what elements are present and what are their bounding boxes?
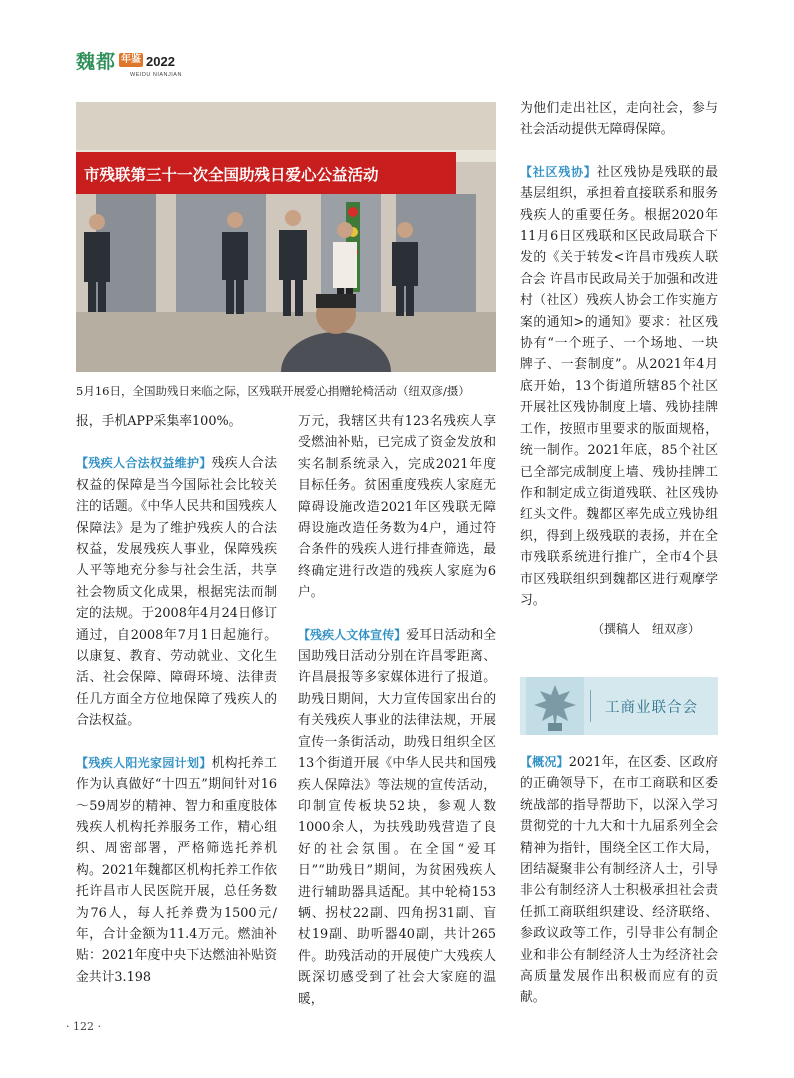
text-column-3 [520,98,718,641]
paragraph-text: 爱耳日活动和全国助残日活动分别在许昌零距离、许昌晨报等多家媒体进行了报道。助残日期间，大力宣传国家出台的有关残疾人事业的法律法规，开展宣传一条街活动，助残日组织全区13个街道开展《中华人民共和国残疾人保障法》等法规的宣传活动，印制宣传板块52块，参观人数1000余人，为扶残助残营造了良好的社会氛围。在全国“爱耳日”“助残日”期间，为贫困残疾人进行辅助器具适配。其中轮椅153辆、拐杖22副、四角拐31副、盲杖19副、助听器40副，共计265件。助残活动的开展使广大残疾人既深切感受到了社会大家庭的温暖， [298,627,496,1007]
paragraph-text: 社区残协是残联的最基层组织，承担着直接联系和服务残疾人的重要任务。根据2020年11月6日区残联和区民政局联合下发的《关于转发<许昌市残疾人联合会 许昌市民政局关于加强和改进村（社区）残疾人协会工作实施方案的通知>的通知》要求：社区残协有“一个班子、一个场地、一块牌子、一套制度”。从2021年4月底开始，13个街道所辖85个社区开展社区残协制度上墙、残协挂牌工作，按照市里要求的版面规格，统一制作。2021年底，85个社区已全部完成制度上墙、残协挂牌工作和制定成立街道残联、社区残协红头文件。魏都区率先成立残协组织，得到上级残联的表扬，并在全市残联系统进行推广，全市4个县市区残联组织到魏都区进行观摩学习。 [520,164,718,608]
section-heading [520,677,718,735]
yearbook-year: 2022 [146,54,175,69]
event-photo [76,102,496,372]
photo-caption: 5月16日，全国助残日来临之际，区残联开展爱心捐赠轮椅活动（纽双彦/摄） [76,384,470,398]
section-tag: 【残疾人合法权益维护】 [76,456,212,471]
section-tag: 【社区残协】 [520,164,597,179]
section-tag: 【残疾人阳光家园计划】 [76,755,212,770]
text-column-1 [76,411,277,988]
section-title: 工商业联合会 [605,699,698,716]
yearbook-header [76,50,182,84]
paragraph [76,411,277,432]
paragraph [520,98,718,141]
paragraph-text: 万元，我辖区共有123名残疾人享受燃油补贴，已完成了资金发放和实名制系统录入，完成2021年度目标任务。贫困重度残疾人家庭无障碍设施改造2021年区残联无障碍设施改造任务数为4户，通过符合条件的残疾人进行排查筛选，最终确定进行改造的残疾人家庭为6户。 [298,414,496,601]
section-tag: 【概况】 [520,755,569,769]
text-column-2 [298,411,496,1010]
yearbook-subtitle: WEIDU NIANJIAN [130,72,182,78]
author-byline: （撰稿人 纽双彦） [591,622,700,637]
paragraph-text: 机构托养工作为认真做好“十四五”期间针对16～59周岁的精神、智力和重度肢体残疾人机构托养服务工作，精心组织、周密部署，严格筛选托养机构。2021年魏都区机构托养工作依托许昌市人民医院开展，总任务数为76人，每人托养费为1500元/年，合计金额为11.4万元。燃油补贴：2021年度中央下达燃油补贴资金共计3.198 [76,755,277,985]
text-column-4 [520,752,718,1009]
paragraph [76,753,277,988]
page-number: · 122 · [66,1020,101,1033]
paragraph-text: 残疾人合法权益的保障是当今国际社会比较关注的话题。《中华人民共和国残疾人保障法》是为了维护残疾人的合法权益，发展残疾人事业，保障残疾人平等地充分参与社会生活，共享社会物质文化成果，根据宪法而制定的法规。于2008年4月24日修订通过，自2008年7月1日起施行。以康复、教育、劳动就业、文化生活、社会保障、障碍环境、法律责任几方面全方位地保障了残疾人的合法权益。 [76,456,277,729]
paragraph-text: 报，手机APP采集率100%。 [76,414,242,429]
paragraph [520,162,718,612]
section-divider [590,690,591,722]
yearbook-logo: 魏都 [76,51,117,73]
statue-icon [526,677,584,735]
paragraph [520,752,718,1009]
banner-text: 市残联第三十一次全国助残日爱心公益活动 [84,166,379,184]
paragraph-text: 2021年，在区委、区政府的正确领导下，在市工商联和区委统战部的指导帮助下，以深入学习贯彻党的十九大和十九届系列全会精神为指针，围绕全区工作大局，团结凝聚非公有制经济人士，引导非公有制经济人士积极承担社会责任抓工商联组织建设、经济联络、参政议政等工作，引导非公有制企业和非公有制经济人士为经济社会高质量发展作出积极而应有的贡献。 [520,755,718,1006]
paragraph [298,625,496,1010]
paragraph-text: 为他们走出社区，走向社会，参与社会活动提供无障碍保障。 [520,101,718,138]
paragraph [76,453,277,731]
section-tag: 【残疾人文体宣传】 [298,627,407,642]
yearbook-badge: 年鉴 [121,54,142,65]
paragraph [298,411,496,604]
